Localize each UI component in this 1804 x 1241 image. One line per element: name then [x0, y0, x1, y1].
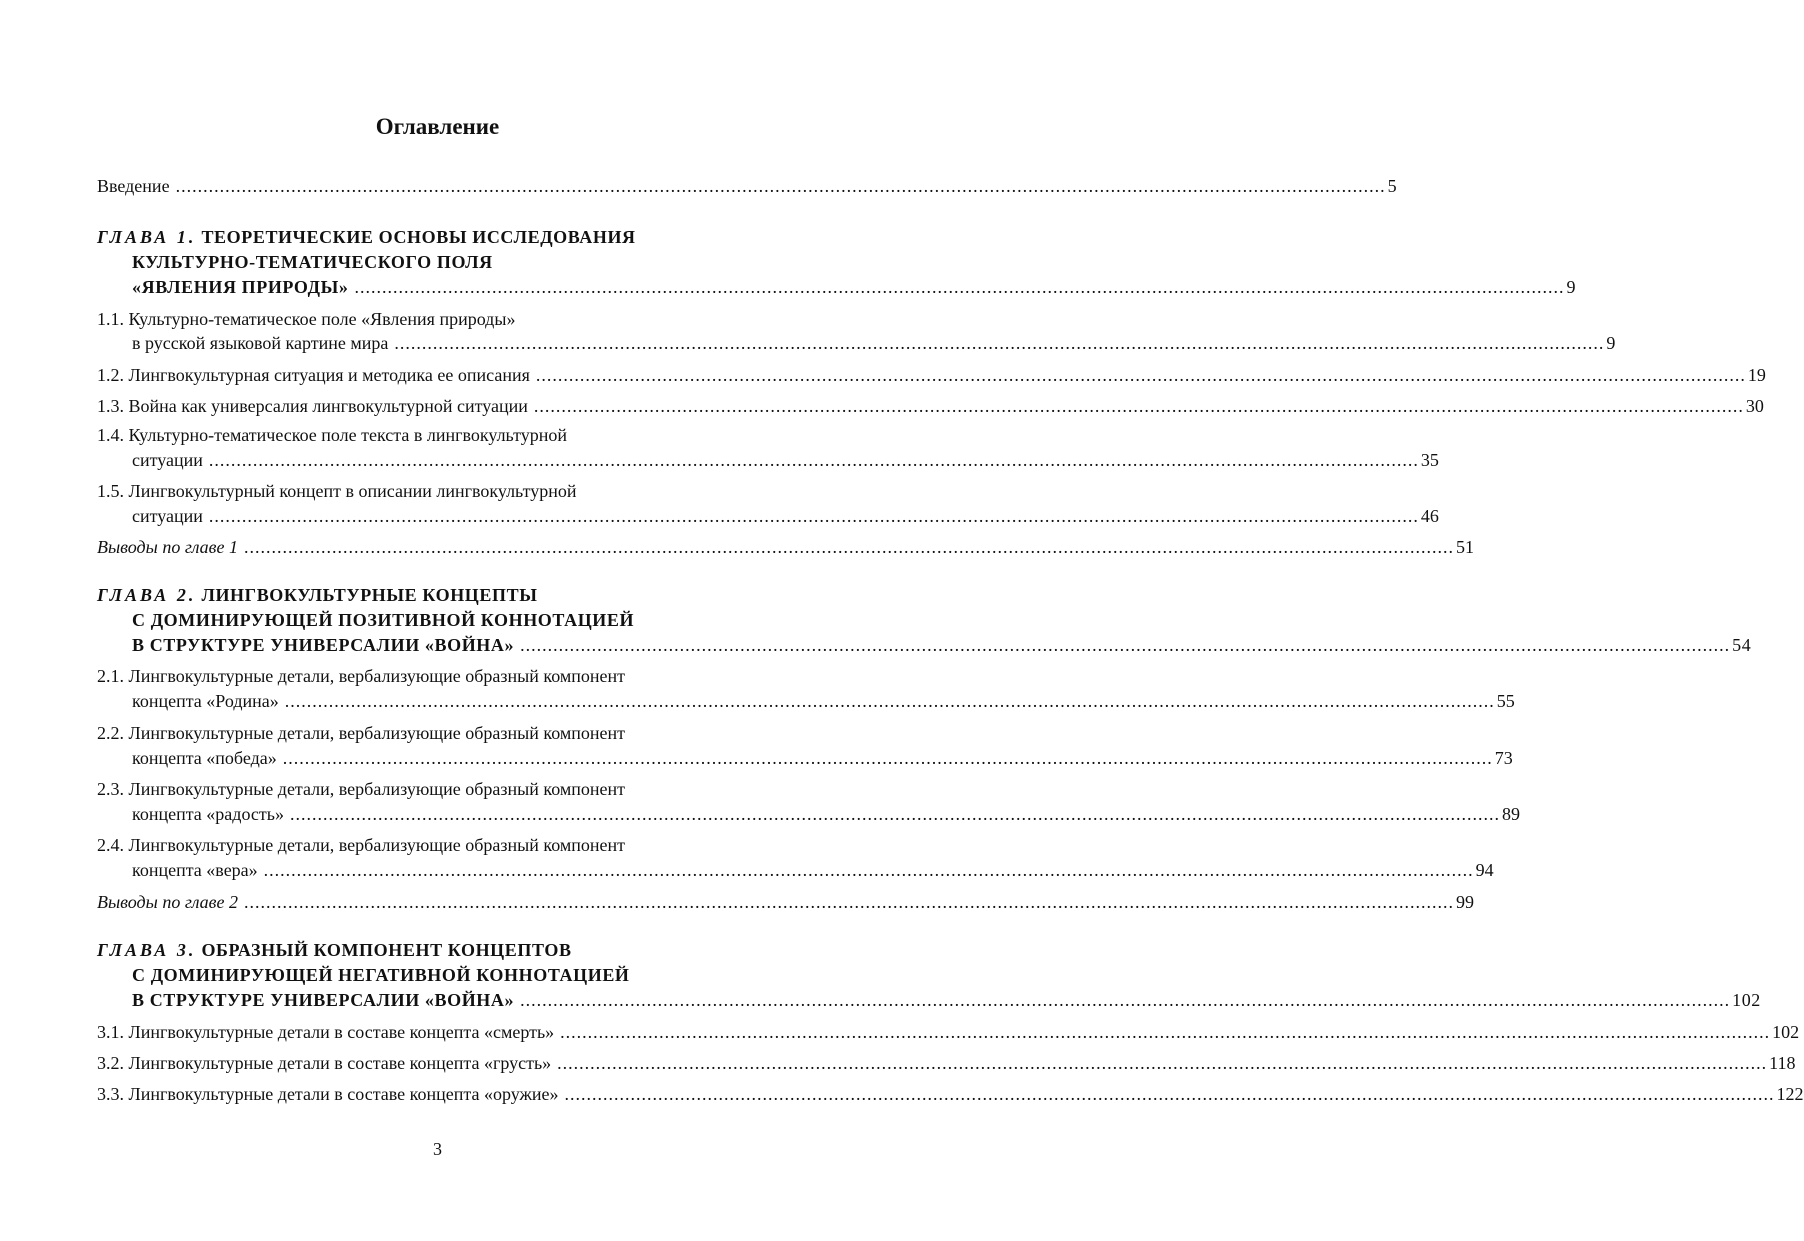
toc-entry-text: 1.3. Война как универсалия лингвокультурной ситуации: [97, 396, 528, 416]
toc-page-number: 30: [1745, 396, 1764, 416]
toc-page-number: 102: [1732, 990, 1761, 1010]
toc-entry-text: концепта «Родина»: [132, 691, 279, 711]
toc-page-number: 54: [1732, 635, 1752, 655]
dot-leader: ............................................................................................................................................................................................................................: [535, 365, 1746, 385]
dot-leader: ............................................................................................................................................................................................................................: [208, 506, 1419, 526]
toc-entry-text: 1.4. Культурно-тематическое поле текста в лингвокультурной: [97, 425, 567, 445]
toc-page-number: 19: [1747, 365, 1766, 385]
toc-page-number: 99: [1455, 892, 1474, 912]
toc-page-number: 35: [1420, 450, 1439, 470]
toc-entry-2-4-continued[interactable]: [132, 858, 1494, 882]
toc-entry-2-3[interactable]: [97, 777, 755, 801]
page-title: Оглавление: [375, 114, 500, 139]
toc-entry-text: 2.4. Лингвокультурные детали, вербализующие образный компонент: [97, 835, 625, 855]
toc-entry-2-4[interactable]: [97, 833, 755, 857]
toc-entry-1-1-continued[interactable]: [132, 331, 1616, 355]
chapter-title: ОБРАЗНЫЙ КОМПОНЕНТ КОНЦЕПТОВ: [201, 940, 572, 960]
dot-leader: ............................................................................................................................................................................................................................: [557, 1053, 1768, 1073]
toc-entry-2-3-continued[interactable]: [132, 802, 1520, 826]
toc-entry-1-4-continued[interactable]: [132, 448, 1439, 472]
toc-entry-conclusions-1[interactable]: [97, 535, 1474, 559]
toc-entry-text: 3.1. Лингвокультурные детали в составе концепта «смерть»: [97, 1022, 555, 1042]
toc-entry-text: 1.5. Лингвокультурный концепт в описании лингвокультурной: [97, 481, 577, 501]
chapter-2-heading[interactable]: [97, 583, 755, 607]
toc-page-number: 51: [1455, 537, 1474, 557]
chapter-1-title-line-2: [132, 250, 755, 274]
dot-leader: ............................................................................................................................................................................................................................: [208, 450, 1419, 470]
dot-leader: ............................................................................................................................................................................................................................: [263, 860, 1474, 880]
toc-entry-text: 2.3. Лингвокультурные детали, вербализующие образный компонент: [97, 779, 625, 799]
toc-page-number: 9: [1566, 277, 1577, 297]
chapter-title: ЛИНГВОКУЛЬТУРНЫЕ КОНЦЕПТЫ: [201, 585, 538, 605]
chapter-1-heading[interactable]: [97, 225, 755, 249]
toc-entry-text: 3.2. Лингвокультурные детали в составе концепта «грусть»: [97, 1053, 552, 1073]
toc-page-number: 55: [1496, 691, 1515, 711]
dot-leader: ............................................................................................................................................................................................................................: [394, 333, 1605, 353]
chapter-title: С ДОМИНИРУЮЩЕЙ ПОЗИТИВНОЙ КОННОТАЦИЕЙ: [132, 610, 635, 630]
toc-entry-1-5[interactable]: [97, 479, 755, 503]
chapter-2-title-line-2: [132, 608, 755, 632]
dot-leader: ............................................................................................................................................................................................................................: [289, 804, 1500, 824]
chapter-3-title-line-2: [132, 963, 755, 987]
dot-leader: ............................................................................................................................................................................................................................: [175, 176, 1386, 196]
toc-entry-text: в русской языковой картине мира: [132, 333, 389, 353]
toc-entry-introduction[interactable]: [97, 174, 1397, 198]
chapter-3-heading[interactable]: [97, 938, 755, 962]
toc-page-number: 118: [1769, 1053, 1796, 1073]
dot-leader: ............................................................................................................................................................................................................................: [533, 396, 1744, 416]
toc-entry-1-4[interactable]: [97, 423, 755, 447]
toc-page-number: 94: [1475, 860, 1494, 880]
toc-entry-text: 2.2. Лингвокультурные детали, вербализующие образный компонент: [97, 723, 625, 743]
toc-entry-3-2[interactable]: [97, 1051, 1796, 1075]
toc-entry-1-3[interactable]: [97, 394, 1764, 418]
toc-entry-text: концепта «победа»: [132, 748, 277, 768]
toc-entry-text: 3.3. Лингвокультурные детали в составе концепта «оружие»: [97, 1084, 559, 1104]
toc-entry-3-3[interactable]: [97, 1082, 1804, 1106]
chapter-title: В СТРУКТУРЕ УНИВЕРСАЛИИ «ВОЙНА»: [132, 990, 515, 1010]
dot-leader: ............................................................................................................................................................................................................................: [243, 892, 1454, 912]
chapter-title: ТЕОРЕТИЧЕСКИЕ ОСНОВЫ ИССЛЕДОВАНИЯ: [201, 227, 636, 247]
toc-page-number: 89: [1501, 804, 1520, 824]
toc-page-number: 46: [1420, 506, 1439, 526]
toc-entry-1-2[interactable]: [97, 363, 1766, 387]
chapter-label: ГЛАВА 3.: [97, 940, 197, 960]
dot-leader: ............................................................................................................................................................................................................................: [284, 691, 1495, 711]
toc-entry-2-2-continued[interactable]: [132, 746, 1513, 770]
chapter-2-title-line-3[interactable]: [132, 633, 1752, 657]
toc-entry-conclusions-2[interactable]: [97, 890, 1474, 914]
toc-entry-text: Выводы по главе 1: [97, 537, 238, 557]
toc-entry-text: ситуации: [132, 450, 203, 470]
chapter-3-title-line-3[interactable]: [132, 988, 1761, 1012]
toc-entry-2-1[interactable]: [97, 664, 755, 688]
toc-entry-3-1[interactable]: [97, 1020, 1800, 1044]
toc-entry-text: концепта «радость»: [132, 804, 284, 824]
chapter-1-title-line-3[interactable]: [132, 275, 1577, 299]
page-number: 3: [433, 1139, 442, 1159]
chapter-title: КУЛЬТУРНО-ТЕМАТИЧЕСКОГО ПОЛЯ: [132, 252, 493, 272]
toc-entry-text: концепта «вера»: [132, 860, 258, 880]
dot-leader: ............................................................................................................................................................................................................................: [520, 635, 1731, 655]
toc-entry-1-1[interactable]: [97, 307, 755, 331]
dot-leader: ............................................................................................................................................................................................................................: [560, 1022, 1771, 1042]
chapter-title: С ДОМИНИРУЮЩЕЙ НЕГАТИВНОЙ КОННОТАЦИЕЙ: [132, 965, 630, 985]
toc-page-number: 102: [1772, 1022, 1800, 1042]
toc-entry-text: ситуации: [132, 506, 203, 526]
toc-page-number: 73: [1494, 748, 1513, 768]
chapter-label: ГЛАВА 2.: [97, 585, 197, 605]
toc-entry-2-1-continued[interactable]: [132, 689, 1515, 713]
dot-leader: ............................................................................................................................................................................................................................: [282, 748, 1493, 768]
toc-entry-text: Выводы по главе 2: [97, 892, 238, 912]
toc-page-number: 5: [1387, 176, 1397, 196]
toc-entry-1-5-continued[interactable]: [132, 504, 1439, 528]
dot-leader: ............................................................................................................................................................................................................................: [243, 537, 1454, 557]
dot-leader: ............................................................................................................................................................................................................................: [564, 1084, 1775, 1104]
toc-entry-2-2[interactable]: [97, 721, 755, 745]
dot-leader: ............................................................................................................................................................................................................................: [520, 990, 1731, 1010]
toc-entry-text: 2.1. Лингвокультурные детали, вербализующие образный компонент: [97, 666, 625, 686]
chapter-title: В СТРУКТУРЕ УНИВЕРСАЛИИ «ВОЙНА»: [132, 635, 515, 655]
dot-leader: ............................................................................................................................................................................................................................: [354, 277, 1565, 297]
toc-entry-text: Введение: [97, 176, 170, 196]
toc-entry-text: 1.2. Лингвокультурная ситуация и методика ее описания: [97, 365, 530, 385]
toc-page-number: 9: [1606, 333, 1616, 353]
chapter-label: ГЛАВА 1.: [97, 227, 197, 247]
toc-entry-text: 1.1. Культурно-тематическое поле «Явления природы»: [97, 309, 516, 329]
toc-page-number: 122: [1776, 1084, 1804, 1104]
chapter-title: «ЯВЛЕНИЯ ПРИРОДЫ»: [132, 277, 349, 297]
